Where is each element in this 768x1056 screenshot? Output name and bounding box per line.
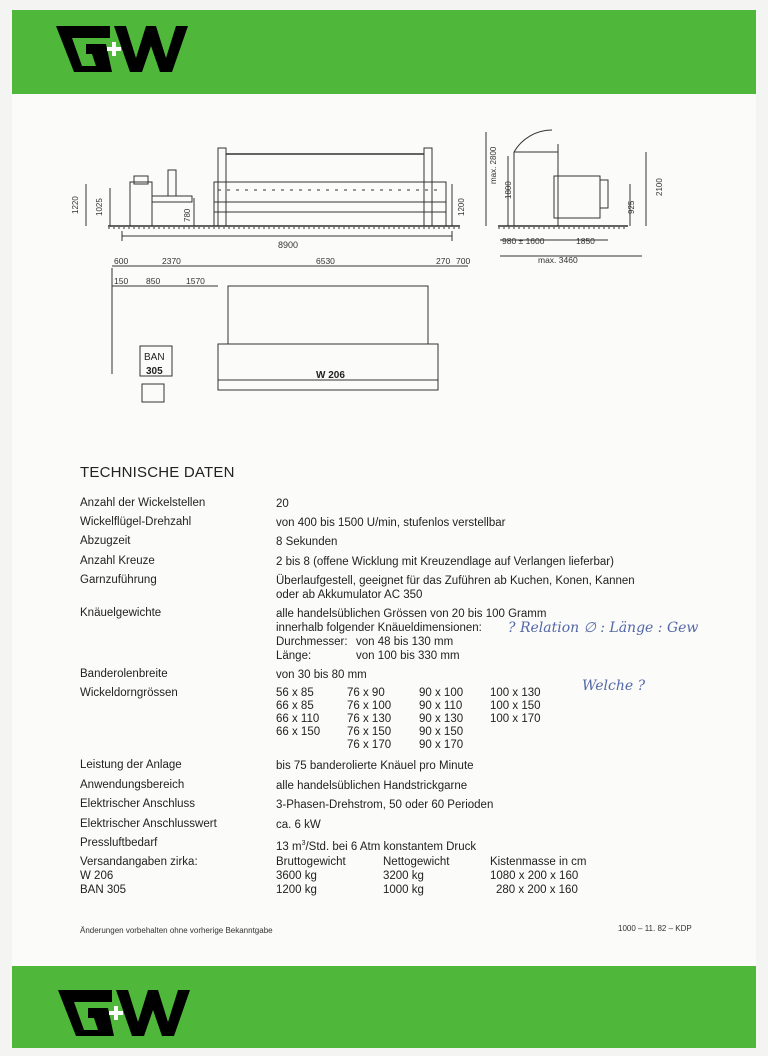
ban-number: 305 bbox=[146, 366, 163, 377]
grid-cell: 90 x 130 bbox=[419, 713, 464, 725]
dim-1025: 1025 bbox=[95, 198, 104, 216]
gw-logo-icon bbox=[54, 984, 194, 1042]
spec-sub-line bbox=[276, 635, 546, 649]
handwritten-note: Welche ? bbox=[582, 678, 646, 694]
dim-850: 850 bbox=[146, 276, 161, 286]
dim-2370: 2370 bbox=[162, 256, 181, 266]
dim-max-3460: max. 3460 bbox=[538, 255, 578, 265]
grid-cell: 100 x 150 bbox=[490, 700, 541, 712]
spec-value: 20 bbox=[276, 498, 289, 510]
footer-notice: Änderungen vorbehalten ohne vorherige Bekanntgabe bbox=[80, 926, 273, 935]
grid-cell: 90 x 100 bbox=[419, 687, 464, 699]
grid-cell: 66 x 85 bbox=[276, 700, 314, 712]
spec-value-line: alle handelsüblichen Grössen von 20 bis 100 Gramm bbox=[276, 608, 547, 620]
dim-1220: 1220 bbox=[71, 196, 80, 214]
grid-cell: 56 x 85 bbox=[276, 687, 314, 699]
shipping-model: BAN 305 bbox=[80, 884, 127, 896]
dim-2100: 2100 bbox=[655, 178, 664, 196]
dim-1200: 1200 bbox=[457, 198, 466, 216]
grid-cell: 100 x 130 bbox=[490, 687, 541, 699]
machine-label: W 206 bbox=[316, 370, 345, 381]
shipping-label: Versandangaben zirka: bbox=[80, 856, 198, 868]
value-part: /Std. bei 6 Atm konstantem Druck bbox=[305, 840, 477, 853]
spec-value: 8 Sekunden bbox=[276, 536, 338, 548]
dim-max-2800: max. 2800 bbox=[489, 146, 498, 184]
spec-label: Pressluftbedarf bbox=[80, 837, 158, 849]
value-part: 13 m bbox=[276, 840, 302, 853]
spec-label: Wickelflügel-Drehzahl bbox=[80, 516, 192, 528]
gw-logo-icon bbox=[52, 20, 192, 78]
dim-700: 700 bbox=[456, 256, 471, 266]
shipping-value: 1000 kg bbox=[383, 884, 424, 896]
spec-label: Abzugzeit bbox=[80, 535, 131, 547]
footer-code: 1000 – 11. 82 – KDP bbox=[618, 924, 692, 933]
shipping-value: 3600 kg bbox=[276, 870, 317, 882]
dim-780: 780 bbox=[183, 208, 192, 222]
handwritten-note: ? Relation ∅ : Länge : Gew bbox=[508, 620, 699, 636]
spec-value bbox=[276, 574, 635, 602]
shipping-header: Nettogewicht bbox=[383, 856, 450, 868]
shipping-header: Bruttogewicht bbox=[276, 856, 346, 868]
dim-925: 925 bbox=[627, 200, 636, 214]
spec-value: 3-Phasen-Drehstrom, 50 oder 60 Perioden bbox=[276, 799, 494, 811]
spec-value-line: Überlaufgestell, geeignet für das Zuführen ab Kuchen, Konen, Kannen bbox=[276, 575, 635, 587]
grid-cell: 66 x 110 bbox=[276, 713, 320, 725]
spec-label: Elektrischer Anschlusswert bbox=[80, 818, 217, 830]
spec-label: Leistung der Anlage bbox=[80, 759, 182, 771]
spec-value: bis 75 banderolierte Knäuel pro Minute bbox=[276, 760, 474, 772]
spec-label: Garnzuführung bbox=[80, 574, 157, 586]
shipping-value: 3200 kg bbox=[383, 870, 424, 882]
sub-value: von 48 bis 130 mm bbox=[356, 636, 454, 648]
spec-value: von 30 bis 80 mm bbox=[276, 669, 367, 681]
spec-value: ca. 6 kW bbox=[276, 819, 321, 831]
spec-value: 2 bis 8 (offene Wicklung mit Kreuzendlage auf Verlangen lieferbar) bbox=[276, 556, 614, 568]
shipping-value: 1200 kg bbox=[276, 884, 317, 896]
sub-key: Länge: bbox=[276, 650, 312, 662]
grid-cell: 90 x 170 bbox=[419, 739, 464, 751]
grid-cell: 90 x 110 bbox=[419, 700, 463, 712]
spec-value bbox=[276, 837, 476, 854]
grid-cell: 76 x 90 bbox=[347, 687, 385, 699]
dim-600: 600 bbox=[114, 256, 129, 266]
shipping-block bbox=[80, 856, 600, 900]
sub-value: von 100 bis 330 mm bbox=[356, 650, 460, 662]
spec-label: Banderolenbreite bbox=[80, 668, 168, 680]
shipping-header: Kistenmasse in cm bbox=[490, 856, 587, 868]
grid-cell: 76 x 130 bbox=[347, 713, 392, 725]
dim-270: 270 bbox=[436, 256, 451, 266]
spec-label: Anzahl Kreuze bbox=[80, 555, 155, 567]
grid-cell: 76 x 170 bbox=[347, 739, 392, 751]
shipping-value: 280 x 200 x 160 bbox=[496, 884, 578, 896]
spec-label: Knäuelgewichte bbox=[80, 607, 162, 619]
sub-key: Durchmesser: bbox=[276, 636, 348, 648]
spec-label: Anwendungsbereich bbox=[80, 779, 185, 791]
grid-cell: 76 x 100 bbox=[347, 700, 392, 712]
spec-row bbox=[80, 687, 541, 757]
spec-value-line: innerhalb folgender Knäueldimensionen: bbox=[276, 622, 482, 634]
grid-cell: 90 x 150 bbox=[419, 726, 464, 738]
spec-value: alle handelsüblichen Handstrickgarne bbox=[276, 780, 468, 792]
value-sup: 3 bbox=[301, 840, 306, 847]
spec-sub-line bbox=[276, 649, 546, 663]
shipping-value: 1080 x 200 x 160 bbox=[490, 870, 579, 882]
section-title: TECHNISCHE DATEN bbox=[80, 464, 235, 481]
dim-1570: 1570 bbox=[186, 276, 205, 286]
spec-label: Anzahl der Wickelstellen bbox=[80, 497, 206, 509]
ban-label: BAN bbox=[144, 352, 165, 363]
spec-value bbox=[276, 607, 546, 663]
shipping-model: W 206 bbox=[80, 870, 114, 882]
spec-value: von 400 bis 1500 U/min, stufenlos verstellbar bbox=[276, 517, 506, 529]
spec-label: Elektrischer Anschluss bbox=[80, 798, 196, 810]
technical-drawing bbox=[68, 104, 668, 424]
dim-150: 150 bbox=[114, 276, 129, 286]
dim-6530: 6530 bbox=[316, 256, 335, 266]
dim-1850: 1850 bbox=[576, 236, 595, 246]
grid-cell: 66 x 150 bbox=[276, 726, 321, 738]
dim-1800: 1800 bbox=[504, 181, 513, 199]
spec-value-line: oder ab Akkumulator AC 350 bbox=[276, 589, 423, 601]
plan-view bbox=[112, 256, 470, 402]
dim-8900: 8900 bbox=[278, 240, 299, 250]
front-view bbox=[71, 148, 466, 250]
side-view bbox=[486, 130, 664, 265]
spec-label: Wickeldorngrössen bbox=[80, 687, 178, 699]
grid-cell: 76 x 150 bbox=[347, 726, 392, 738]
grid-cell: 100 x 170 bbox=[490, 713, 541, 725]
dim-980-1600: 980 ± 1600 bbox=[502, 236, 545, 246]
